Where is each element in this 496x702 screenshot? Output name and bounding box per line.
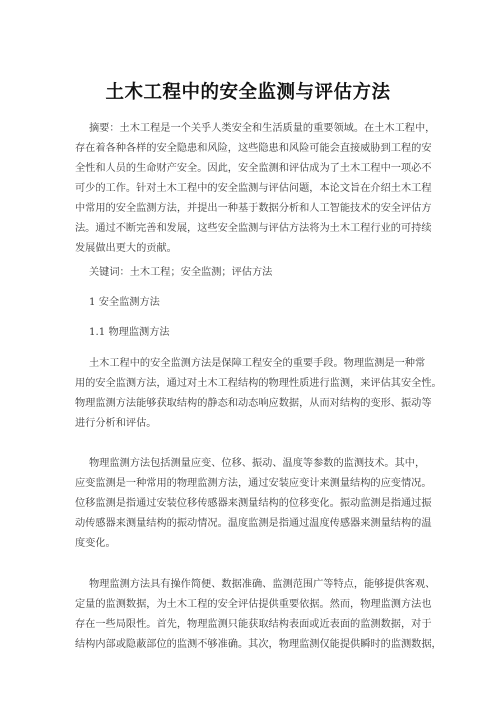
body-paragraph — [75, 454, 445, 554]
body-line: 结构内部或隐蔽部位的监测不够准确。其次，物理监测仅能提供瞬时的监测数据， — [75, 639, 442, 650]
section-heading — [75, 293, 445, 313]
keywords-paragraph — [75, 263, 445, 283]
body-line: 物理监测方法具有操作简便、数据准确、监测范围广等特点，能够提供客观、 — [89, 579, 436, 590]
body-line: 动传感器来测量结构的振动情况。温度监测是指通过温度传感器来测量结构的温 — [75, 518, 432, 529]
body-line: 进行分析和评估。 — [75, 418, 157, 429]
abstract-line: 可少的工作。针对土木工程中的安全监测与评估问题，本论文旨在介绍土木工程 — [75, 183, 432, 194]
subsection-heading-text: 1.1 物理监测方法 — [89, 327, 170, 338]
body-paragraph — [75, 575, 445, 655]
abstract-line: 发展做出更大的贡献。 — [75, 243, 177, 254]
abstract-line: 全性和人员的生命财产安全。因此，安全监测和评估成为了土木工程中一项必不 — [75, 163, 432, 174]
subsection-heading — [75, 323, 445, 343]
abstract-line: 法。通过不断完善和发展，这些安全监测与评估方法将为土木工程行业的可持续 — [75, 223, 432, 234]
body-line: 物理监测方法能够获取结构的静态和动态响应数据，从而对结构的变形、振动等 — [75, 398, 432, 409]
body-line: 土木工程中的安全监测方法是保障工程安全的重要手段。物理监测是一种常 — [89, 358, 426, 369]
body-line: 用的安全监测方法，通过对土木工程结构的物理性质进行监测，来评估其安全性。 — [75, 378, 442, 389]
abstract-line: 摘要：土木工程是一个关乎人类安全和生活质量的重要领域。在土木工程中， — [89, 123, 436, 134]
keywords-line: 关键词：土木工程；安全监测；评估方法 — [89, 267, 273, 278]
document-title: 土木工程中的安全监测与评估方法 — [105, 82, 391, 103]
body-line: 应变监测是一种常用的物理监测方法，通过安装应变计来测量结构的应变情况。 — [75, 478, 432, 489]
body-line: 度变化。 — [75, 538, 116, 549]
body-line: 位移监测是指通过安装位移传感器来测量结构的位移变化。振动监测是指通过振 — [75, 498, 432, 509]
abstract-line: 存在着各种各样的安全隐患和风险，这些隐患和风险可能会直接威胁到工程的安 — [75, 143, 432, 154]
body-line: 物理监测方法包括测量应变、位移、振动、温度等参数的监测技术。其中， — [89, 458, 426, 469]
abstract-line: 中常用的安全监测方法，并提出一种基于数据分析和人工智能技术的安全评估方 — [75, 203, 432, 214]
body-paragraph — [75, 354, 445, 434]
body-line: 存在一些局限性。首先，物理监测只能获取结构表面或近表面的监测数据，对于 — [75, 619, 432, 630]
abstract-paragraph — [75, 119, 445, 259]
body-line: 定量的监测数据，为土木工程的安全评估提供重要依据。然而，物理监测方法也 — [75, 599, 432, 610]
section-heading-text: 1 安全监测方法 — [89, 297, 160, 308]
